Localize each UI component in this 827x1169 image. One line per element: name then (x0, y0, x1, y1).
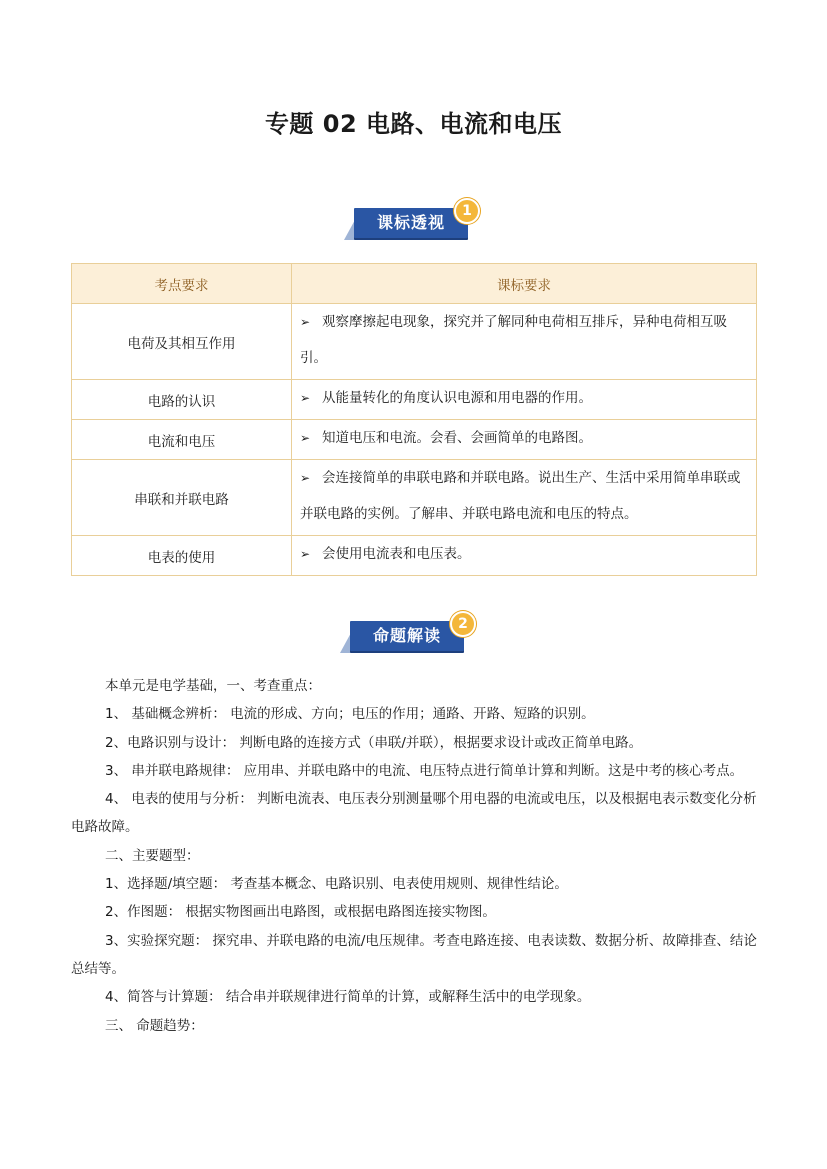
paragraph: 2、电路识别与设计： 判断电路的连接方式（串联/并联），根据要求设计或改正简单电路。 (105, 734, 643, 751)
arrow-bullet-icon: ➢ (300, 547, 311, 561)
section-number-badge: 1 (454, 198, 480, 224)
section-banner-curriculum (344, 198, 484, 248)
table-header-row (72, 264, 757, 304)
section-label: 课标透视 (376, 213, 445, 232)
requirement-text: 从能量转化的角度认识电源和用电器的作用。 (322, 390, 592, 406)
requirement-cell (292, 380, 757, 420)
table-row (72, 536, 757, 576)
header-topic: 考点要求 (72, 264, 292, 304)
paragraph: 4、 电表的使用与分析： 判断电流表、电压表分别测量哪个用电器的电流或电压，以及根据电表示数变化分析电路故障。 (71, 791, 757, 836)
section-label: 命题解读 (372, 626, 441, 645)
table-row (72, 460, 757, 536)
topic-cell: 电流和电压 (72, 420, 292, 460)
topic-cell: 电荷及其相互作用 (72, 304, 292, 380)
header-requirement: 课标要求 (292, 264, 757, 304)
arrow-bullet-icon: ➢ (300, 471, 311, 485)
requirement-text: 会连接简单的串联电路和并联电路。说出生产、生活中采用简单串联或并联电路的实例。了解串、并联电路电流和电压的特点。 (300, 470, 741, 522)
section-banner-exam-analysis (340, 611, 480, 661)
topic-cell: 电路的认识 (72, 380, 292, 420)
paragraph: 二、主要题型： (105, 847, 200, 864)
arrow-bullet-icon: ➢ (300, 315, 311, 329)
requirement-cell (292, 420, 757, 460)
paragraph: 3、 串并联电路规律： 应用串、并联电路中的电流、电压特点进行简单计算和判断。这是中考的核心考点。 (105, 762, 744, 779)
paragraph: 4、简答与计算题： 结合串并联规律进行简单的计算，或解释生活中的电学现象。 (105, 989, 591, 1006)
arrow-bullet-icon: ➢ (300, 391, 311, 405)
curriculum-standards-table (71, 263, 757, 576)
paragraph: 3、实验探究题： 探究串、并联电路的电流/电压规律。考查电路连接、电表读数、数据分析、故障排查、结论总结等。 (71, 932, 757, 977)
requirement-text: 知道电压和电流。会看、会画简单的电路图。 (322, 430, 592, 446)
requirement-text: 会使用电流表和电压表。 (322, 546, 471, 562)
topic-cell: 串联和并联电路 (72, 460, 292, 536)
requirement-cell (292, 304, 757, 380)
requirement-text: 观察摩擦起电现象，探究并了解同种电荷相互排斥，异种电荷相互吸引。 (300, 314, 727, 366)
page-title: 专题 02 电路、电流和电压 (264, 110, 563, 138)
topic-cell: 电表的使用 (72, 536, 292, 576)
paragraph: 1、选择题/填空题： 考查基本概念、电路识别、电表使用规则、规律性结论。 (105, 876, 568, 893)
table-row (72, 380, 757, 420)
paragraph: 本单元是电学基础，一、考查重点： (105, 678, 321, 694)
table-row (72, 304, 757, 380)
exam-analysis-body (71, 672, 757, 1040)
requirement-cell (292, 460, 757, 536)
arrow-bullet-icon: ➢ (300, 431, 311, 445)
paragraph: 1、 基础概念辨析： 电流的形成、方向；电压的作用；通路、开路、短路的识别。 (105, 706, 595, 723)
paragraph: 2、作图题： 根据实物图画出电路图，或根据电路图连接实物图。 (105, 904, 496, 921)
requirement-cell (292, 536, 757, 576)
paragraph: 三、 命题趋势： (105, 1017, 204, 1034)
section-number-badge: 2 (450, 611, 476, 637)
table-row (72, 420, 757, 460)
